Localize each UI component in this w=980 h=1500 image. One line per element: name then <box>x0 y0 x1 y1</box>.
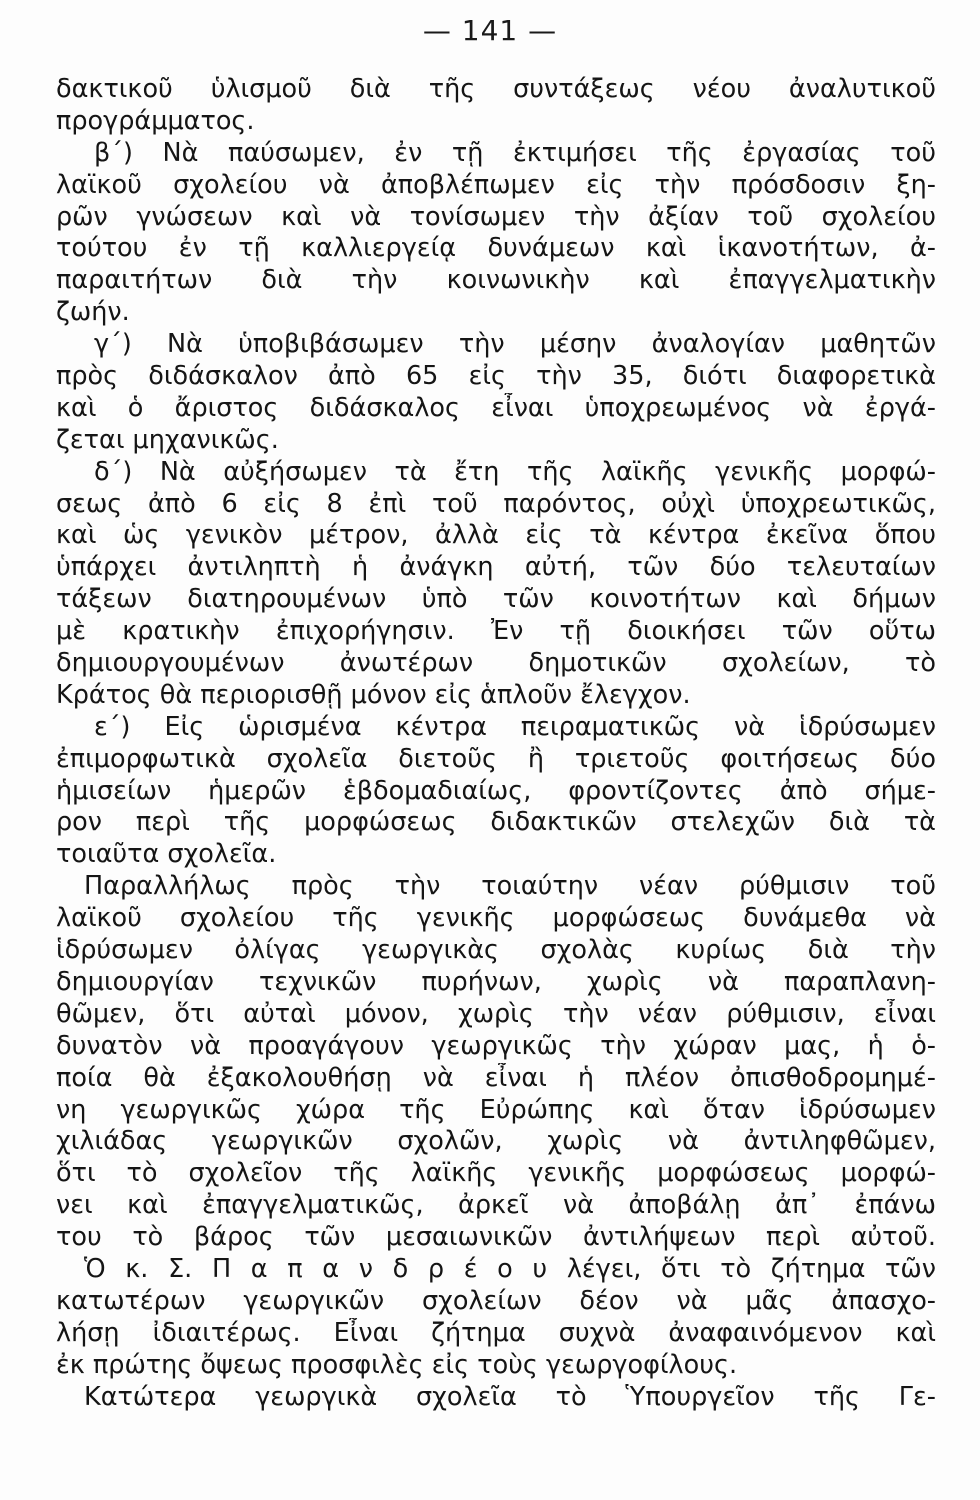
text-line: θῶμεν, ὅτι αὐταὶ μόνον, χωρὶς τὴν νέαν ρύθμισιν, εἶναι <box>56 998 936 1029</box>
text-line: παραιτήτων διὰ τὴν κοινωνικὴν καὶ ἐπαγγελματικὴν <box>56 265 936 296</box>
text-line: ζωήν. <box>56 297 130 328</box>
text-line: τοιαῦτα σχολεῖα. <box>56 839 277 870</box>
text-line: δ΄) Νὰ αὐξήσωμεν τὰ ἔτη τῆς λαϊκῆς γενικῆς μορφώ- <box>94 456 936 487</box>
text-line: ὅτι τὸ σχολεῖον τῆς λαϊκῆς γενικῆς μορφώσεως μορφώ- <box>56 1158 936 1189</box>
text-line: ἡμισείων ἡμερῶν ἑβδομαδιαίως, φροντίζοντες ἀπὸ σήμε- <box>56 775 936 806</box>
text-line: ἱδρύσωμεν ὀλίγας γεωργικὰς σχολὰς κυρίως διὰ τὴν <box>56 935 936 966</box>
text-line: ζεται μηχανικῶς. <box>56 424 279 455</box>
text-line: Κατώτερα γεωργικὰ σχολεῖα τὸ Ὑπουργεῖον τῆς Γε- <box>84 1381 936 1412</box>
text-line: του τὸ βάρος τῶν μεσαιωνικῶν ἀντιλήψεων περὶ αὐτοῦ. <box>56 1222 936 1253</box>
text-line: πρὸς διδάσκαλον ἀπὸ 65 εἰς τὴν 35, διότι διαφορετικὰ <box>56 361 936 392</box>
text-line: ρῶν γνώσεων καὶ νὰ τονίσωμεν τὴν ἀξίαν τοῦ σχολείου <box>56 201 936 232</box>
text-line: νη γεωργικῶς χώρα τῆς Εὐρώπης καὶ ὅταν ἱδρύσωμεν <box>56 1094 936 1125</box>
text-line: γ΄) Νὰ ὑποβιβάσωμεν τὴν μέσην ἀναλογίαν μαθητῶν <box>94 329 936 360</box>
text-line: ἐπιμορφωτικὰ σχολεῖα διετοῦς ἢ τριετοῦς φοιτήσεως δύο <box>56 743 936 774</box>
text-line: Παραλλήλως πρὸς τὴν τοιαύτην νέαν ρύθμισιν τοῦ <box>84 871 936 902</box>
text-line: λήσῃ ἰδιαιτέρως. Εἶναι ζήτημα συχνὰ ἀναφαινόμενον καὶ <box>56 1317 936 1348</box>
text-line: ἐκ πρώτης ὄψεως προσφιλὲς εἰς τοὺς γεωργοφίλους. <box>56 1349 738 1380</box>
page-number: — 141 — <box>422 14 558 47</box>
text-line: ποία θὰ ἐξακολουθήσῃ νὰ εἶναι ἡ πλέον ὀπισθοδρομημέ- <box>56 1062 936 1093</box>
text-line: νει καὶ ἐπαγγελματικῶς, ἀρκεῖ νὰ ἀποβάλῃ ἀπ᾿ ἐπάνω <box>56 1190 936 1221</box>
text-line: δακτικοῦ ὑλισμοῦ διὰ τῆς συντάξεως νέου ἀναλυτικοῦ <box>56 74 936 104</box>
text-line: ε΄) Εἰς ὡρισμένα κέντρα πειραματικῶς νὰ ἱδρύσωμεν <box>94 711 936 742</box>
text-line: δυνατὸν νὰ προαγάγουν γεωργικῶς τὴν χώραν μας, ἡ ὁ- <box>56 1030 936 1061</box>
text-line: καὶ ὡς γενικὸν μέτρον, ἀλλὰ εἰς τὰ κέντρα ἐκεῖνα ὅπου <box>56 520 936 551</box>
text-line: μὲ κρατικὴν ἐπιχορήγησιν. Ἐν τῇ διοικήσει τῶν οὕτω <box>56 616 936 647</box>
text-line: σεως ἀπὸ 6 εἰς 8 ἐπὶ τοῦ παρόντος, οὐχὶ ὑποχρεωτικῶς, <box>56 488 936 519</box>
text-line: λαϊκοῦ σχολείου τῆς γενικῆς μορφώσεως δυνάμεθα νὰ <box>56 903 936 934</box>
text-line: ρον περὶ τῆς μορφώσεως διδακτικῶν στελεχῶν διὰ τὰ <box>56 807 936 838</box>
text-line: προγράμματος. <box>56 105 255 136</box>
text-line: τάξεων διατηρουμένων ὑπὸ τῶν κοινοτήτων καὶ δήμων <box>56 584 936 615</box>
text-line: Κράτος θὰ περιορισθῇ μόνον εἰς ἁπλοῦν ἔλεγχον. <box>56 679 691 710</box>
text-line: τούτου ἐν τῇ καλλιεργείᾳ δυνάμεων καὶ ἱκανοτήτων, ἀ- <box>56 233 936 264</box>
text-line: λαϊκοῦ σχολείου νὰ ἀποβλέπωμεν εἰς τὴν πρόσδοσιν ξη- <box>56 169 936 200</box>
text-line: δημιουργίαν τεχνικῶν πυρήνων, χωρὶς νὰ παραπλανη- <box>56 966 936 997</box>
text-line: β΄) Νὰ παύσωμεν, ἐν τῇ ἐκτιμήσει τῆς ἐργασίας τοῦ <box>94 137 936 168</box>
text-line: δημιουργουμένων ἀνωτέρων δημοτικῶν σχολείων, τὸ <box>56 648 936 679</box>
body-text <box>56 74 936 1413</box>
text-line: Ὁ κ. Σ. Π α π α ν δ ρ έ ο υ λέγει, ὅτι τὸ ζήτημα τῶν <box>84 1253 936 1284</box>
text-line: κατωτέρων γεωργικῶν σχολείων δέον νὰ μᾶς ἀπασχο- <box>56 1285 936 1316</box>
text-line: ὑπάρχει ἀντιληπτὴ ἡ ἀνάγκη αὐτή, τῶν δύο τελευταίων <box>56 552 936 583</box>
text-line: καὶ ὁ ἄριστος διδάσκαλος εἶναι ὑποχρεωμένος νὰ ἐργά- <box>56 392 936 423</box>
text-line: χιλιάδας γεωργικῶν σχολῶν, χωρὶς νὰ ἀντιληφθῶμεν, <box>56 1126 936 1157</box>
